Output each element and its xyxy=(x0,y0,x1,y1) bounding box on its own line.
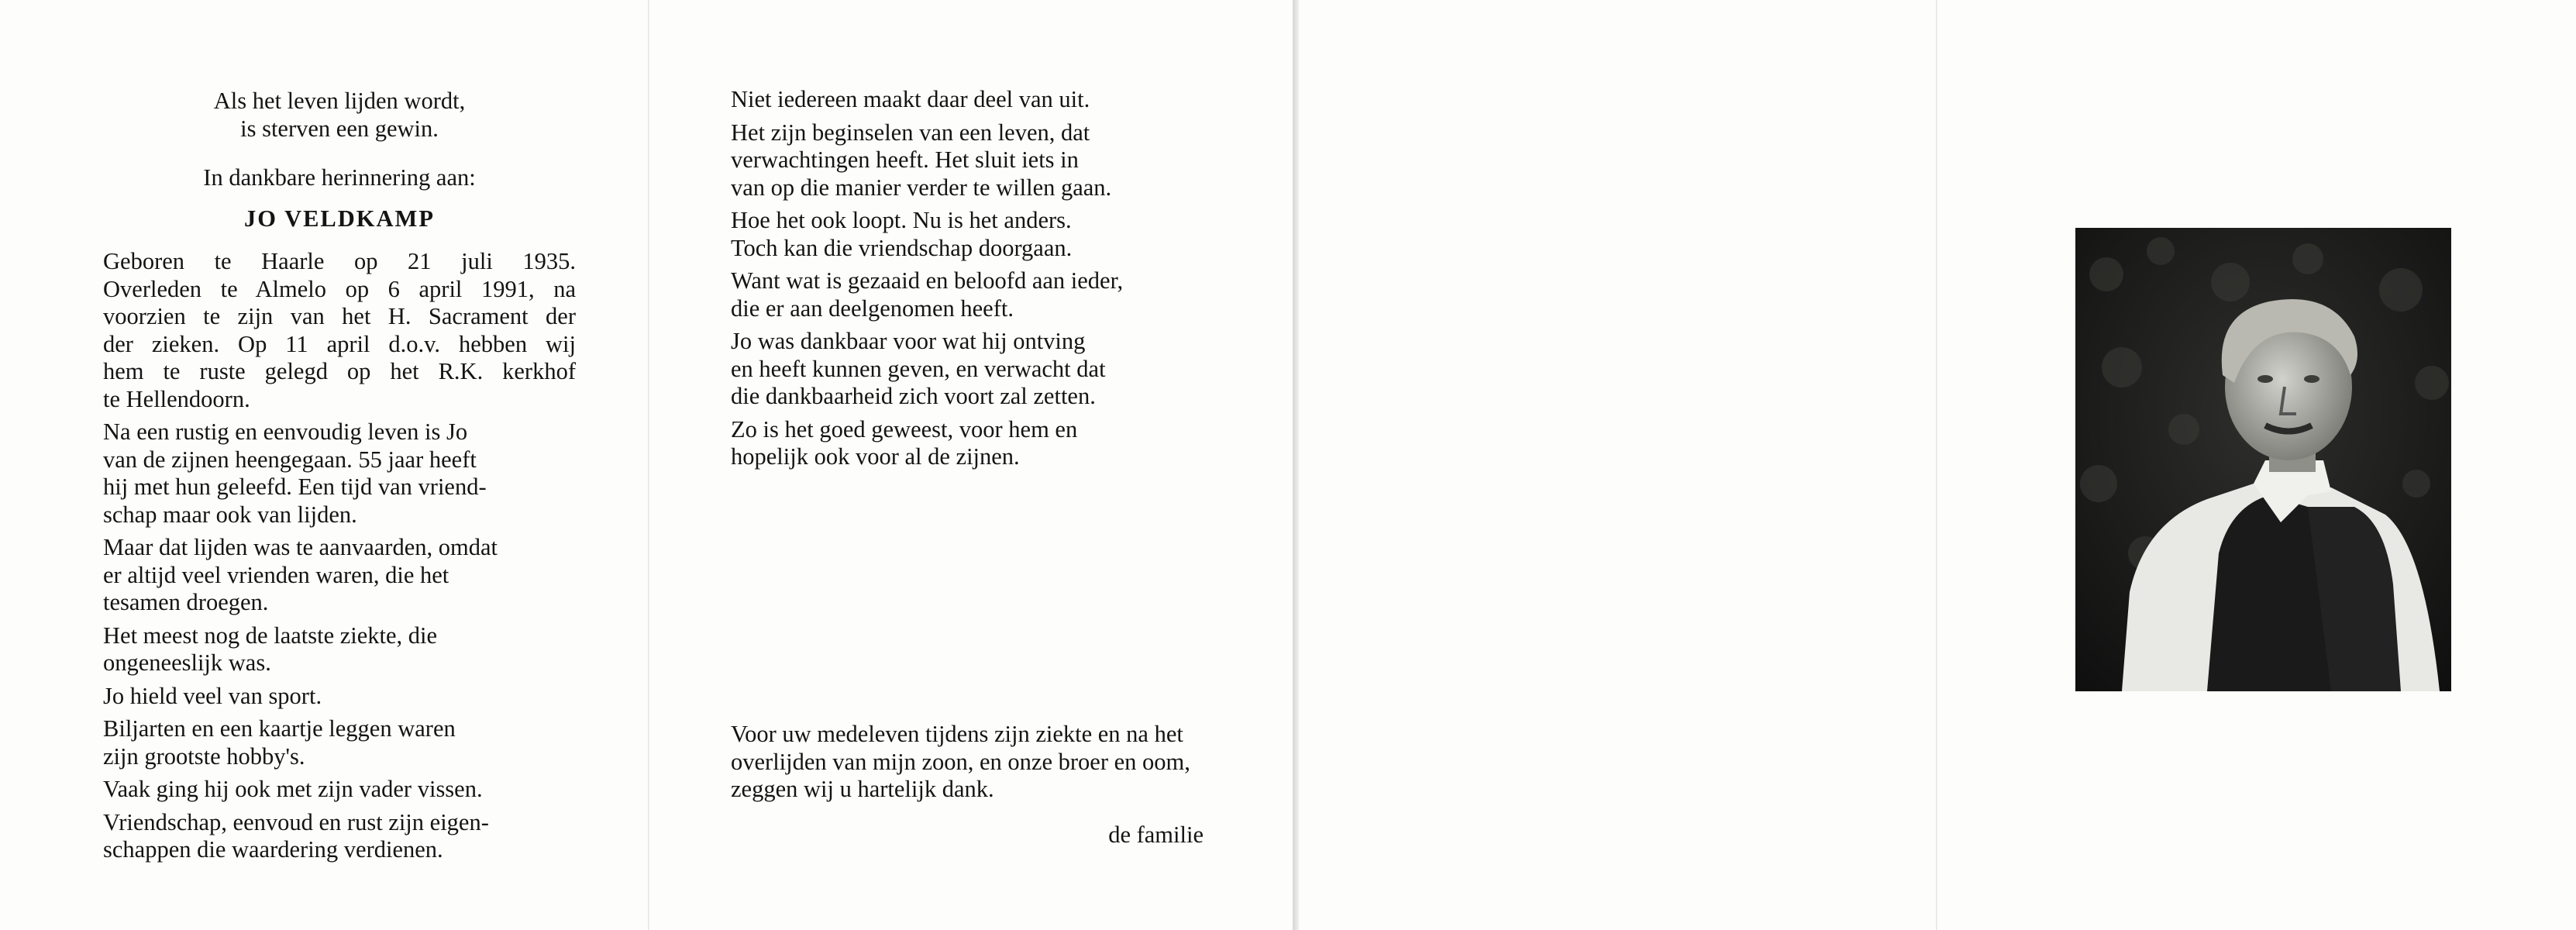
motto xyxy=(103,88,576,143)
paragraph xyxy=(731,328,1204,411)
text-line: Het zijn beginselen van een leven, dat xyxy=(731,119,1090,146)
text-line: en heeft kunnen geven, en verwacht dat xyxy=(731,355,1106,382)
text-line: Jo was dankbaar voor wat hij ontving xyxy=(731,328,1086,354)
paragraph xyxy=(731,267,1204,322)
text-line: Toch kan die vriendschap doorgaan. xyxy=(731,234,1073,261)
text-line: hem te ruste gelegd op het R.K. kerkhof xyxy=(103,358,576,384)
paragraph-friendship xyxy=(103,809,576,864)
text-line: die er aan deelgenomen heeft. xyxy=(731,294,1014,322)
text-line: Biljarten en een kaartje leggen waren xyxy=(103,715,456,742)
text-line: Jo hield veel van sport. xyxy=(103,682,322,709)
text-line: Geboren te Haarle op 21 juli 1935. xyxy=(103,248,576,274)
paragraph-life xyxy=(103,418,576,529)
paragraph xyxy=(731,119,1204,202)
text-line: er altijd veel vrienden waren, die het xyxy=(103,561,449,588)
text-line: zijn grootste hobby's. xyxy=(103,742,305,770)
middle-text-column xyxy=(731,86,1204,477)
paragraph xyxy=(731,416,1204,471)
text-line: na het overlijden van mijn zoon, en onze xyxy=(731,721,1183,775)
card-edge-shadow xyxy=(1293,0,1299,930)
card-fold-line-outside xyxy=(1936,0,1937,930)
text-line: schap maar ook van lijden. xyxy=(103,501,357,528)
text-line: te Hellendoorn. xyxy=(103,385,250,412)
paragraph-hobbies xyxy=(103,715,576,770)
motto-line: Als het leven lijden wordt, xyxy=(213,88,466,114)
text-line: schappen die waardering verdienen. xyxy=(103,836,443,863)
deceased-name: JO VELDKAMP xyxy=(244,205,435,232)
text-line: Voor uw medeleven tijdens zijn ziekte en xyxy=(731,721,1121,747)
text-line: Niet iedereen maakt daar deel van uit. xyxy=(731,86,1090,112)
text-line: broer en oom, zeggen wij u hartelijk dank. xyxy=(731,748,1190,802)
text-line: hij met hun geleefd. Een tijd van vriend- xyxy=(103,474,487,500)
text-line: Hoe het ook loopt. Nu is het anders. xyxy=(731,207,1072,233)
signature: de familie xyxy=(1108,822,1204,848)
text-line: die dankbaarheid zich voort zal zetten. xyxy=(731,383,1096,409)
thanks-text xyxy=(731,721,1204,804)
paragraph xyxy=(731,86,1204,114)
text-line: verwachtingen heeft. Het sluit iets in xyxy=(731,146,1079,173)
paragraph-sport xyxy=(103,683,576,711)
text-line: hopelijk ook voor al de zijnen. xyxy=(731,443,1020,470)
text-line: Het meest nog de laatste ziekte, die xyxy=(103,622,438,649)
text-line: Vriendschap, eenvoud en rust zijn eigen- xyxy=(103,808,489,835)
paragraph-birth-death xyxy=(103,248,576,413)
text-line: Want wat is gezaaid en beloofd aan ieder, xyxy=(731,267,1124,294)
text-line: van de zijnen heengegaan. 55 jaar heeft xyxy=(103,446,477,473)
text-line: Overleden te Almelo op 6 april 1991, na xyxy=(103,275,576,302)
text-line: van op die manier verder te willen gaan. xyxy=(731,174,1112,201)
text-line: ongeneeslijk was. xyxy=(103,649,271,676)
text-line: Zo is het goed geweest, voor hem en xyxy=(731,415,1078,443)
text-line: Na een rustig en eenvoudig leven is Jo xyxy=(103,418,468,445)
card-fold-line xyxy=(648,0,649,930)
text-line: Maar dat lijden was te aanvaarden, omdat xyxy=(103,534,498,560)
intro-text: In dankbare herinnering aan: xyxy=(203,164,476,191)
motto-line: is sterven een gewin. xyxy=(240,115,439,142)
text-line: Vaak ging hij ook met zijn vader vissen. xyxy=(103,776,483,802)
paragraph xyxy=(731,207,1204,262)
portrait-photo-icon xyxy=(2075,228,2451,691)
paragraph-illness xyxy=(103,622,576,677)
left-text-column xyxy=(103,88,576,870)
text-line: der zieken. Op 11 april d.o.v. hebben wij xyxy=(103,330,576,357)
text-line: voorzien te zijn van het H. Sacrament der xyxy=(103,303,576,329)
text-line: tesamen droegen. xyxy=(103,589,269,615)
paragraph-suffering xyxy=(103,534,576,617)
paragraph-fishing xyxy=(103,776,576,804)
portrait-photo xyxy=(2075,228,2451,691)
